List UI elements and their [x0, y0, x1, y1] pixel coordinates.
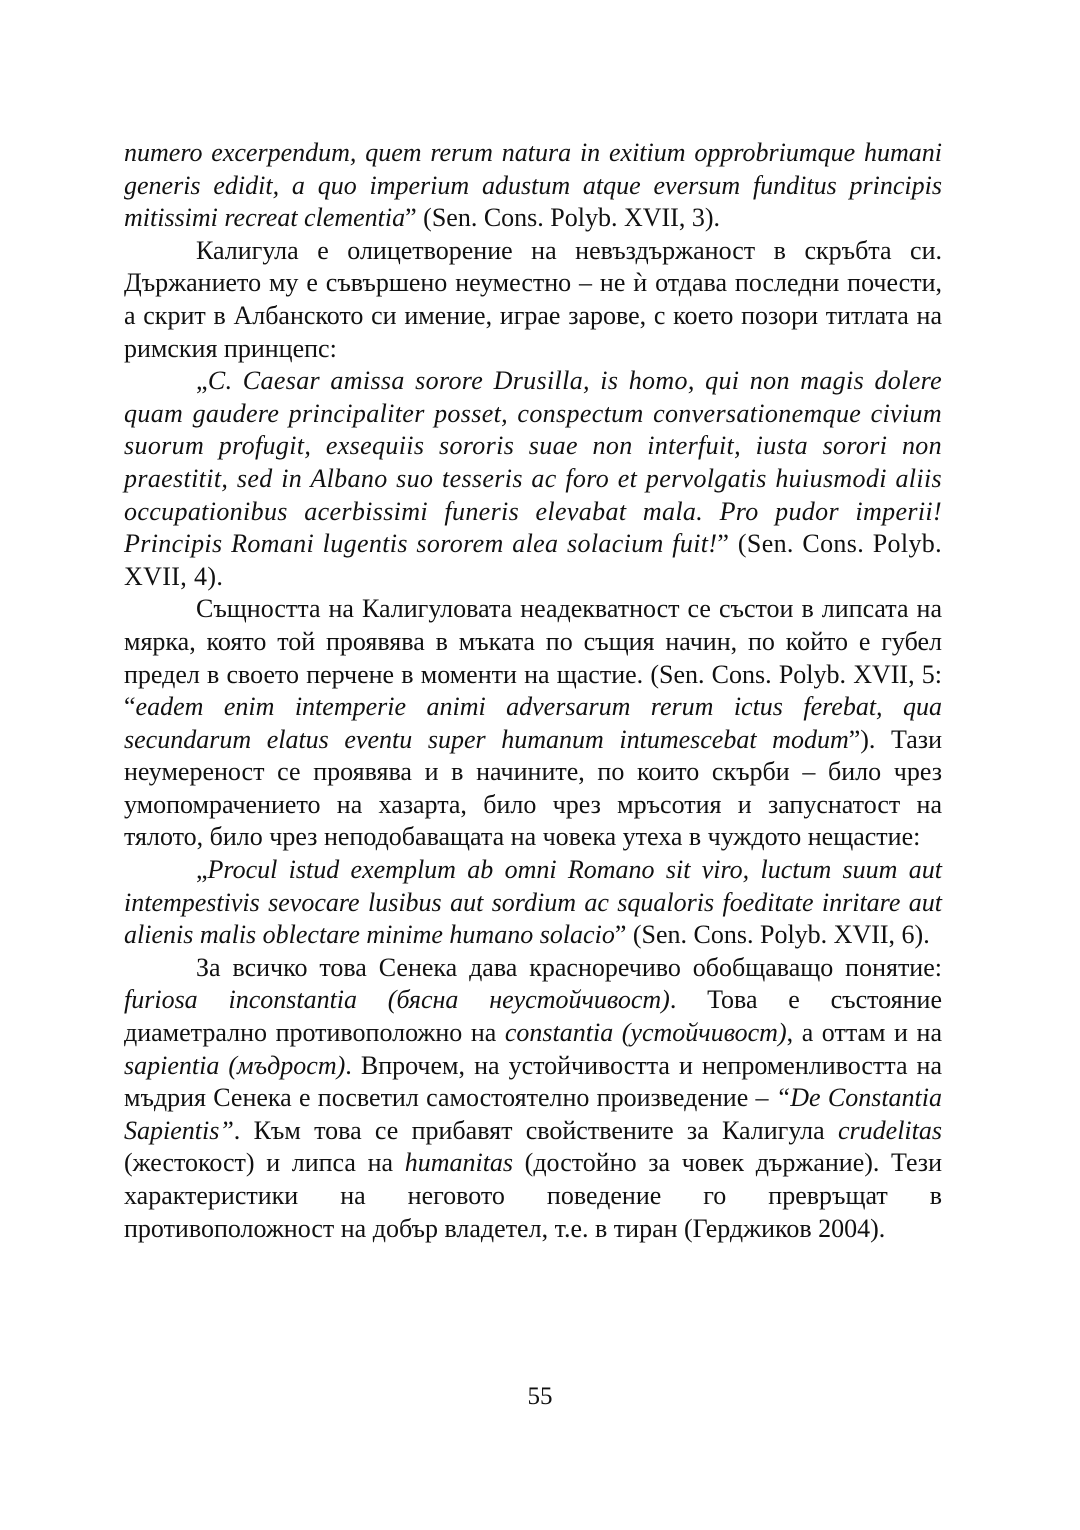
page-body — [124, 137, 942, 1245]
paragraph-5 — [124, 854, 942, 952]
paragraph-text: . Към това се прибавят свойствените за Калигула — [233, 1115, 838, 1145]
latin-quote: Procul istud exemplum ab omni Romano sit viro, luctum suum aut intempestivis sevocare lusibus aut sordium ac squaloris foeditate inritare aut alienis malis oblectare minime humano solacio — [124, 855, 942, 950]
italic-term: crudelitas — [838, 1115, 942, 1145]
italic-term: “De Constantia Sapientis” — [124, 1083, 942, 1145]
latin-quote: numero excerpendum, quem rerum natura in exitium opprobriumque humani generis edidit, a quo imperium adustum atque eversum funditus principis mitissimi recreat clementia — [124, 138, 942, 233]
paragraph-4 — [124, 593, 942, 854]
paragraph-text: (достойно за човек държание). Тези характеристики на неговото поведение го превръщат в противоположност на добър владетел, т.е. в тиран (Герджиков 2004). — [124, 1148, 942, 1243]
latin-quote: eadem enim intemperie animi adversarum rerum ictus ferebat, qua secundarum elatus eventu super humanum intumescebat modum — [124, 692, 942, 754]
italic-term: furiosa inconstantia (бясна неустойчивост) — [124, 985, 670, 1015]
paragraph-text: За всичко това Сенека дава красноречиво обобщаващо понятие: — [196, 952, 942, 982]
italic-term: sapientia (мъдрост) — [124, 1050, 346, 1080]
paragraph-text: ”). Тази неумереност се проявява и в начините, по които скърби – било чрез умопомрачението на хазарта, било чрез мръсотия и запуснатост на тялото, било чрез неподобаващата на човека утеха в чуждото нещастие: — [124, 724, 942, 852]
citation: ” (Sen. Cons. Polyb. XVII, 4). — [124, 529, 942, 591]
citation: ” (Sen. Cons. Polyb. XVII, 3). — [405, 203, 720, 233]
paragraph-text: . Това е състояние диаметрално противоположно на — [124, 985, 942, 1048]
open-quote: „ — [196, 855, 208, 885]
paragraph-text: . Впрочем, на устойчивостта и непроменливостта на мъдрия Сенека е посветил самостоятелно произведение – — [124, 1050, 943, 1113]
paragraph-text: , а оттам и на — [786, 1018, 942, 1048]
paragraph-text: Калигула е олицетворение на невъздържаност в скръбта си. Държанието му е съвършено неуместно – не ѝ отдава последни почести, а скрит в Албанското си имение, играе зарове, с което позори титлата на римския принцепс: — [124, 235, 942, 363]
paragraph-1 — [124, 137, 942, 235]
paragraph-3 — [124, 365, 942, 593]
open-quote: „ — [196, 366, 208, 396]
page-number: 55 — [527, 1383, 553, 1410]
paragraph-6 — [124, 952, 942, 1245]
paragraph-text: (жестокост) и липса на — [124, 1148, 405, 1178]
citation: ” (Sen. Cons. Polyb. XVII, 6). — [614, 920, 930, 950]
italic-term: constantia (устойчивост) — [504, 1018, 787, 1048]
italic-term: humanitas — [404, 1148, 514, 1178]
latin-quote: C. Caesar amissa sorore Drusilla, is homo, qui non magis dolere quam gaudere principaliter posset, conspectum conversationemque civium suorum profugit, exsequiis sororis suae non interfuit, iusta sorori non praestitit, sed in Albano suo tesseris ac foro et pervolgatis huiusmodi aliis occupationibus acerbissimi funeris elevabat mala. Pro pudor imperii! Principis Romani lugentis sororem alea solacium fuit! — [124, 366, 942, 559]
paragraph-2 — [124, 235, 942, 365]
paragraph-text: Същността на Калигуловата неадекватност се състои в липсата на мярка, която той проявява в мъката по същия начин, по който е губел предел в своето перчене в моменти на щастие. (Sen. Cons. Polyb. XVII, 5: “ — [124, 594, 942, 722]
